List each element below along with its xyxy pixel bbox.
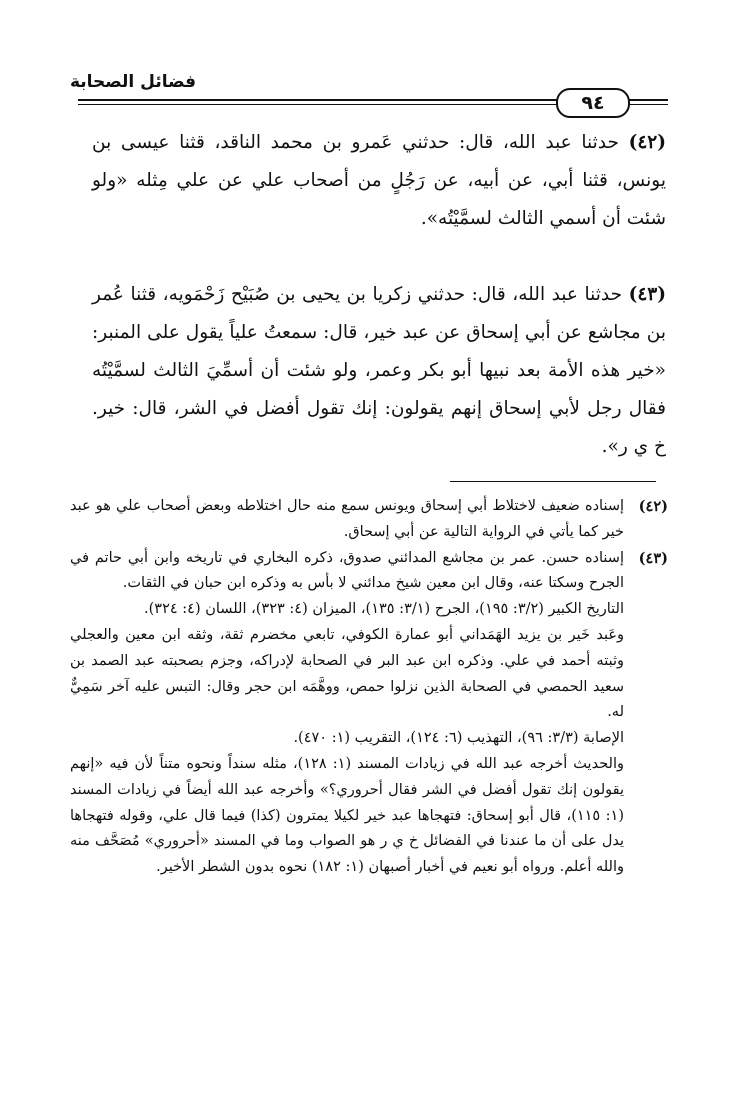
footnote-42	[70, 494, 668, 546]
footnote-paragraph: وعَبد خَير بن يزيد الهَمَداني أبو عمارة الكوفي، تابعي مخضرم ثقة، وثقه ابن معين والعجلي وثبته أحمد في علي. وذكره ابن عبد البر في الصحابة لإدراكه، وجزم بصحبته عبد الصمد بن سعيد الحمصي في الصحابة الذين نزلوا حمص، ووهَّمَه ابن حجر وقال: التبس عليه آخر سَمِيٌّ له.	[70, 626, 624, 721]
hadith-number: (٤٣)	[628, 284, 666, 305]
page-number: ٩٤	[556, 88, 630, 118]
footnote-paragraph: إسناده ضعيف لاختلاط أبي إسحاق ويونس سمع منه حال اختلاطه وبعض أصحاب علي هو عبد خير كما يأتي في الرواية التالية عن أبي إسحاق.	[70, 498, 624, 540]
running-header-title: فضائل الصحابة	[69, 72, 196, 92]
footnote-paragraph: والحديث أخرجه عبد الله في زيادات المسند (١: ١٢٨)، مثله سنداً ونحوه متناً لأن فيه «إنهم يقولون إنك تقول أفضل في الشر فقال أحروري؟» وأخرجه عبد الله أيضاً في زيادات المسند (١: ١١٥)، قال أبو إسحاق: فتهجاها عبد خير لكيلا يمترون (كذا) فيما قال علي، وقوله فتهجاها يدل على أن ما عندنا في الفضائل خ ي ر هو الصواب وما في المسند «أحروري» مُصَحَّف منه والله أعلم. ورواه أبو نعيم في أخبار أصبهان (١: ١٨٢) نحوه بدون الشطر الأخير.	[70, 755, 624, 876]
footnotes	[70, 494, 668, 881]
hadith-42	[92, 124, 666, 238]
hadith-number: (٤٢)	[628, 132, 666, 153]
footnote-paragraph: الإصابة (٣/٣: ٩٦)، التهذيب (٦: ١٢٤)، التقريب (١: ٤٧٠).	[293, 730, 624, 747]
footnote-paragraph: إسناده حسن. عمر بن مجاشع المدائني صدوق، ذكره البخاري في تاريخه وابن أبي حاتم في الجرح وسكتا عنه، وقال ابن معين شيخ مدائني لا بأس به وذكره ابن حبان في الثقات.	[70, 549, 624, 592]
footnote-separator	[450, 481, 656, 482]
footnote-43	[70, 546, 668, 881]
footnote-number: (٤٢)	[638, 498, 668, 515]
main-text	[92, 124, 666, 466]
hadith-text: حدثنا عبد الله، قال: حدثني عَمرو بن محمد الناقد، قثنا عيسى بن يونس، قثنا أبي، عن أبيه، عن رَجُلٍ من أصحاب علي عن علي مِثله «ولو شئت أن أسمي الثالث لسمَّيْتُه».	[92, 132, 666, 229]
hadith-text: حدثنا عبد الله، قال: حدثني زكريا بن يحيى بن صُبَيْح زَحْمَويه، قثنا عُمر بن مجاشع عن أبي إسحاق عن عبد خير، قال: سمعتُ علياً يقول على المنبر: «خير هذه الأمة بعد نبيها أبو بكر وعمر، ولو شئت أن أسمِّيَ الثالث لسمَّيْتُه فقال رجل لأبي إسحاق إنهم يقولون: إنك تقول أفضل في الشر، قال: خير. خ ي ر».	[92, 284, 666, 457]
footnote-number: (٤٣)	[638, 549, 668, 567]
hadith-43	[92, 276, 666, 466]
footnote-paragraph: التاريخ الكبير (٣/٢: ١٩٥)، الجرح (٣/١: ١٣٥)، الميزان (٤: ٣٢٣)، اللسان (٤: ٣٢٤).	[144, 601, 624, 618]
